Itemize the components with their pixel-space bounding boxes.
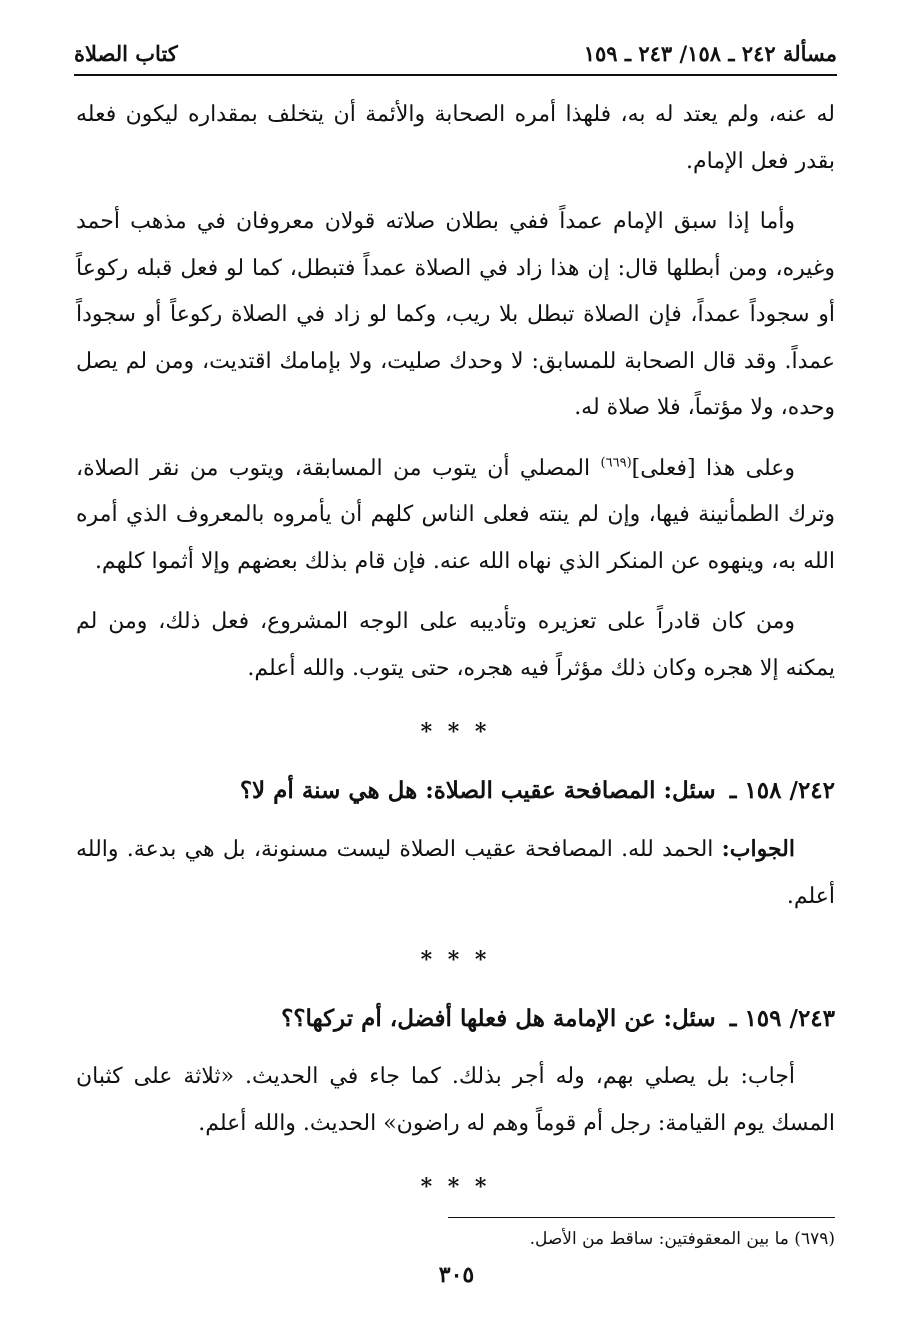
answer-label: الجواب: bbox=[721, 836, 795, 862]
header-issue-numbers: مسألة ٢٤٢ ـ ١٥٨/ ٢٤٣ ـ ١٥٩ bbox=[583, 41, 837, 66]
footnote-reference: (٦٦٩) bbox=[600, 455, 632, 471]
question-number: ٢٤٣/ ١٥٩ ـ bbox=[729, 1005, 835, 1032]
section-separator: * * * bbox=[420, 719, 491, 745]
main-text bbox=[76, 92, 835, 1213]
paragraph-1: له عنه، ولم يعتد له به، فلهذا أمره الصحابة والأئمة أن يتخلف بمقداره ليكون فعله بقدر فعل الإمام. bbox=[76, 102, 835, 174]
question-text: سئل: عن الإمامة هل فعلها أفضل، أم تركها؟؟ bbox=[281, 1005, 716, 1032]
paragraph-2: وأما إذا سبق الإمام عمداً ففي بطلان صلاته قولان معروفان في مذهب أحمد وغيره، ومن أبطلها قال: إن هذا زاد في الصلاة عمداً فتبطل، كما لو فعل قبله ركوعاً أو سجوداً عمداً، فإن الصلاة تبطل بلا ريب، وكما لو زاد في الصلاة ركوعاً أو سجوداً عمداً. وقد قال الصحابة للمسابق: لا وحدك صليت، ولا بإمامك اقتديت، ومن لم يصل وحده، ولا مؤتماً، فلا صلاة له. bbox=[76, 209, 835, 420]
paragraph-3-rest: المصلي أن يتوب من المسابقة، ويتوب من نقر الصلاة، وترك الطمأنينة فيها، وإن لم ينته فعلى الناس كلهم أن يأمروه بالمعروف الذي أمره الله به، وينهوه عن المنكر الذي نهاه الله عنه. فإن قام بذلك بعضهم وإلا أثموا كلهم. bbox=[76, 455, 835, 574]
section-separator: * * * bbox=[420, 1174, 491, 1200]
paragraph-3-start: وعلى هذا [فعلى] bbox=[631, 455, 795, 481]
header-book-title: كتاب الصلاة bbox=[74, 41, 178, 66]
running-header bbox=[74, 32, 837, 66]
footnote: (٦٧٩) ما بين المعقوفتين: ساقط من الأصل. bbox=[529, 1229, 835, 1249]
answer-text: الحمد لله. المصافحة عقيب الصلاة ليست مسنونة، بل هي بدعة. والله أعلم. bbox=[76, 837, 835, 909]
answer-2: أجاب: بل يصلي بهم، وله أجر بذلك. كما جاء في الحديث. «ثلاثة على كثبان المسك يوم القيامة: رجل أم قوماً وهم له راضون» الحديث. والله أعلم. bbox=[76, 1064, 835, 1136]
question-number: ٢٤٢/ ١٥٨ ـ bbox=[729, 777, 835, 804]
question-text: سئل: المصافحة عقيب الصلاة: هل هي سنة أم لا؟ bbox=[239, 777, 716, 804]
page-number: ٣٠٥ bbox=[438, 1262, 475, 1288]
answer-1 bbox=[76, 826, 835, 920]
question-heading-1 bbox=[76, 768, 835, 814]
footnote-rule bbox=[448, 1217, 835, 1218]
paragraph-4: ومن كان قادراً على تعزيره وتأديبه على الوجه المشروع، فعل ذلك، ومن لم يمكنه إلا هجره وكان ذلك مؤثراً فيه هجره، حتى يتوب. والله أعلم. bbox=[76, 609, 835, 681]
header-rule bbox=[74, 74, 837, 76]
question-heading-2 bbox=[76, 996, 835, 1042]
paragraph-3 bbox=[76, 446, 835, 586]
section-separator: * * * bbox=[420, 947, 491, 973]
